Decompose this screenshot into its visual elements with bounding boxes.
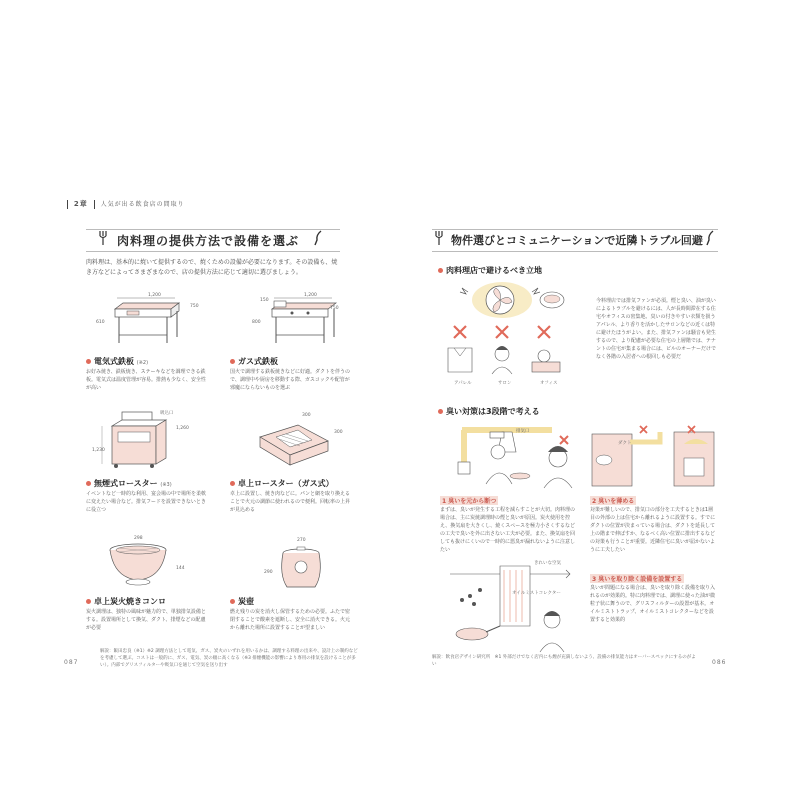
knife-icon (313, 230, 323, 246)
gas-griddle-illustration (262, 295, 342, 350)
bullet-icon (438, 409, 443, 414)
item-tabletop-roaster-title: 卓上ロースター（ガス式） (230, 478, 334, 489)
left-intro: 肉料理は、基本的に焼いて提供するので、焼くための設備が必要になります。その設備も、焼き方などによってさまざまなので、店の提供方法に応じて適切に選びましょう。 (86, 259, 338, 276)
left-page-number: 087 (64, 659, 79, 666)
bullet-icon (86, 481, 91, 486)
bullet-icon (86, 599, 91, 604)
item-tabletop-roaster-desc: 卓上に設置し、焼き肉などに。パンと網を取り換えることで火元の調節に使われるので便利。回転率の上昇が見込める (230, 491, 351, 513)
avoid-locations-illustration (440, 278, 590, 383)
left-section-title: 肉料理の提供方法で設備を選ぶ (117, 234, 300, 248)
item-smokeless-roaster-title: 無煙式ロースター (※3) (86, 478, 172, 489)
step2-duct-illustration (590, 422, 720, 492)
knife-icon (705, 230, 715, 246)
oil-mist-label: オイルミストコレクター (512, 591, 561, 596)
chapter-label: 2章 (73, 200, 88, 208)
right-section-title: 物件選びとコミュニケーションで近隣トラブル回避 (451, 234, 703, 247)
item-charcoal-grill-title: 卓上炭火焼きコンロ (86, 596, 166, 607)
step3-mist-collector-illustration (440, 560, 580, 655)
clean-air-label: きれいな空気 (534, 561, 561, 566)
bullet-icon (230, 359, 235, 364)
step1-text: まずは、臭いが発生する工程を減らすことが大切。肉料理の場合は、主に炭焼調理時の煙と臭いが原因。炭火使用を控え、換気扇を大きくし、焼くスペースを極力小さくするなどの工夫で臭いを外に出さない工夫が必要。また、換気扇を回しても抜けにくいので一時的に悪臭が漏れないように注意したい (440, 507, 576, 553)
item-electric-griddle-desc: お好み焼き、鉄板焼き、ステーキなどを調理できる鉄板。電気式は温度管理が容易。排熱も少なく、安全性が高い (86, 369, 206, 391)
bullet-icon (230, 481, 235, 486)
duct-label: ダクト (618, 441, 632, 446)
step1-label: 1 臭いを元から断つ (442, 498, 497, 505)
bullet-icon (230, 599, 235, 604)
step1-kitchen-illustration (440, 422, 580, 492)
tabletop-roaster-illustration (254, 415, 334, 475)
item-charcoal-pot-title: 炭壺 (230, 596, 254, 607)
running-header (64, 199, 185, 209)
sub1-text: 今料理店では排気ファンが必須。煙と臭い、油が臭いによるトラブルを避けるには、人が長時間滞在する住宅やオフィスの密集地、臭いの付きやすい衣類を扱うアパレル、より香りを活かしたサロンなどの近くは特に避けたほうがよい。また、排気ファンは騒音も発生するので、より配慮が必要な住宅の上層階では、テナントの住宅が集まる場合には、ビルのオーナーだけでなく各階の入居者への根回しも必要だ (596, 298, 717, 360)
step2-text: 対策が難しいので、排気口の部分を工夫するときは1層目の外部の上は住宅から離れるように設置する。すでにダクトの位置が決まっている場合は、ダクトを延長して上の階まで伸ばすか、なるべく高い位置に排出するなどの対策も行うことが重要。近隣住宅に臭いが届かないように工夫したい (590, 507, 716, 553)
fork-icon (434, 230, 444, 246)
item-charcoal-grill-desc: 炭火調理は、独特の風味が魅力的で、単独排気設備とする。設置場所として換気、ダクト、排煙などの配慮が必要 (86, 609, 206, 631)
left-footnote: 解説：飯田忠良（※1）※2 調理方法として電気、ガス、炭火のいずれを用いるかは、調理する料理の出来や、設計上の制約などを考慮して選ぶ。コストは一般的に、ガス、電気、炭の順に高くなる（※3 排煙機能の影響により専用の排気を設けることが多い）。内部でグリスフィルターや吸気口を通じて空気を送り出す (100, 649, 358, 668)
item-gas-griddle-desc: 国火で調理する鉄板焼きなどに好適。ダクトを伴うので、調理中や厨房を移動する際、ガスコックや配管が邪魔にならないものを選ぶ (230, 369, 351, 391)
charcoal-pot-illustration (276, 545, 326, 600)
item-gas-griddle-title: ガス式鉄板 (230, 356, 278, 367)
sub2-title: 臭い対策は3段階で考える (438, 406, 540, 417)
chapter-title: 人気が出る飲食店の間取り (100, 201, 185, 208)
label-office: オフィス (540, 381, 558, 386)
sub1-title: 肉料理店で避けるべき立地 (438, 265, 542, 276)
smokeless-roaster-illustration (100, 408, 180, 478)
step2-label: 2 臭いを薄める (592, 498, 635, 505)
fork-icon (98, 230, 108, 246)
charcoal-grill-illustration (100, 540, 180, 595)
label-salon: サロン (498, 381, 512, 386)
step3-text: 臭いが問題になる場合は、臭いを取り除く設備を取り入れるのが効果的。特に肉料理では、調理に使った油が微粒子状に舞うので、グリスフィルターの設置が基本。オイルミストトラップ、オイルミストコレクターなどを設置すると効果的 (590, 585, 716, 623)
electric-griddle-illustration (105, 295, 185, 350)
item-charcoal-pot-desc: 燃え残りの炭を消火し保管するための必要。ふたで密閉することで酸素を遮断し、安全に消火できる。火元から離れた場所に設置することが望ましい (230, 609, 351, 631)
bullet-icon (86, 359, 91, 364)
bullet-icon (438, 268, 443, 273)
item-electric-griddle-title: 電気式鉄板 (※2) (86, 356, 148, 367)
label-apparel: アパレル (454, 381, 472, 386)
right-footnote: 解説：飲食店デザイン研究所 ※1 外部だけでなく店内にも煙が充満しないよう、設備の排気能力はオーバースペックにするのがよい (432, 655, 696, 667)
step3-label: 3 臭いを取り除く設備を設置する (592, 576, 683, 583)
right-page-number: 086 (712, 659, 727, 666)
item-smokeless-roaster-desc: イベントなど一時的な利用、宴会場の中で場所を柔軟に変えたい場合など。排気フードを設置できないときに役立つ (86, 491, 207, 513)
exhaust-label: 排気口 (516, 429, 530, 434)
